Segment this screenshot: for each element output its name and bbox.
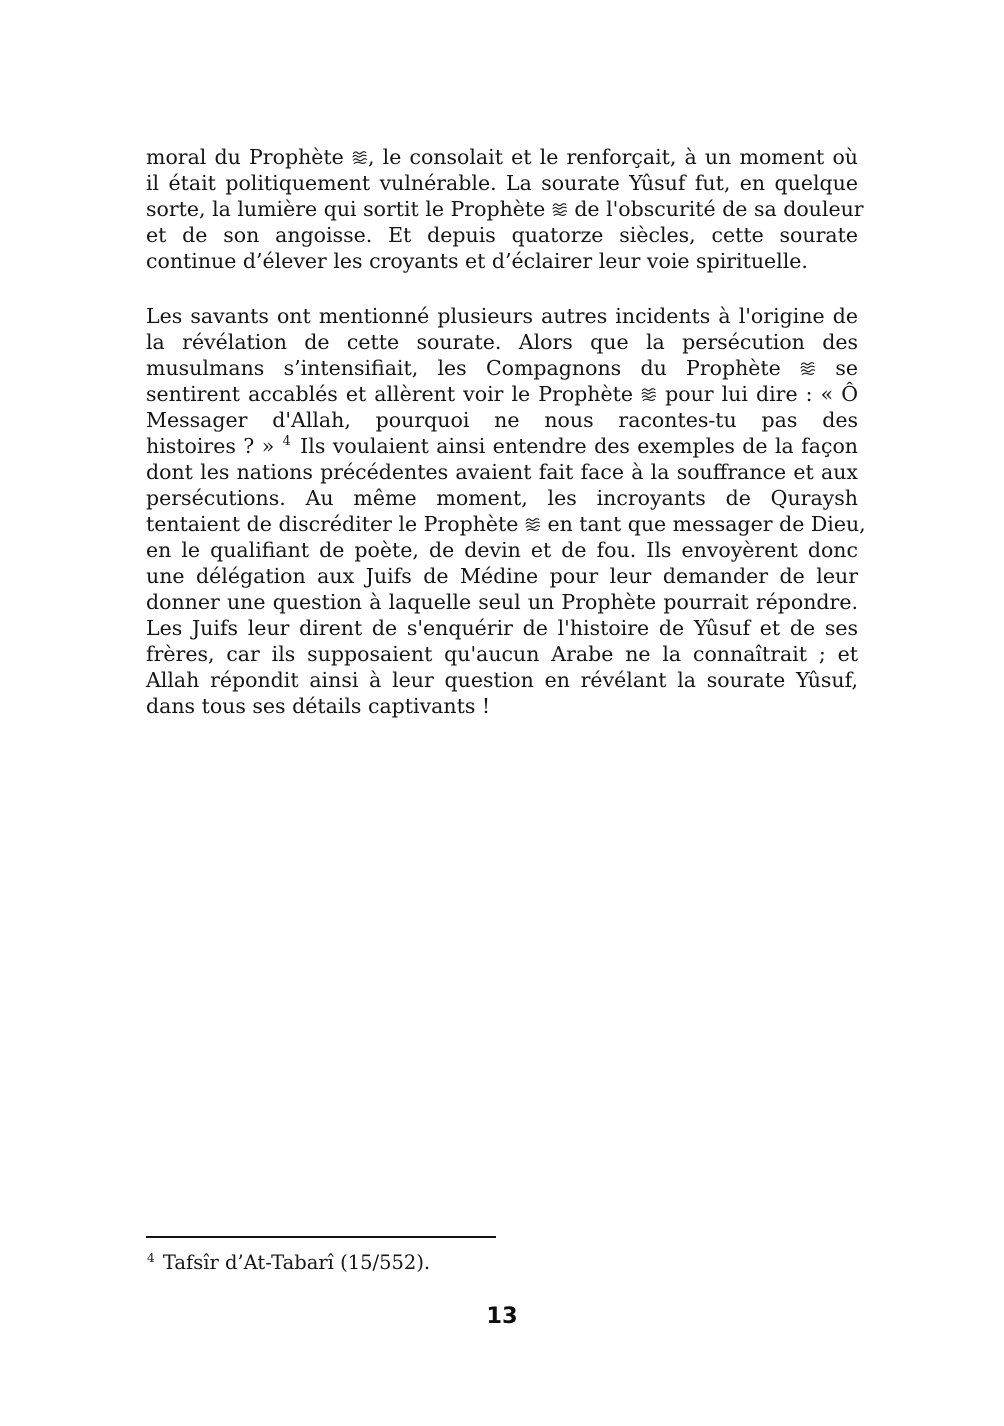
text-line: il était politiquement vulnérable. La sourate Yûsuf fut, en quelque xyxy=(146,171,858,195)
text-line: tentaient de discréditer le Prophète en tant que messager de Dieu, xyxy=(146,512,866,536)
footnote-area xyxy=(146,1236,858,1275)
text-line: Les Juifs leur dirent de s'enquérir de l'histoire de Yûsuf et de ses xyxy=(146,616,858,640)
text-line: Messager d'Allah, pourquoi ne nous racontes-tu pas des xyxy=(146,408,858,432)
paragraph-1 xyxy=(146,144,864,274)
text-line: sorte, la lumière qui sortit le Prophète de l'obscurité de sa douleur xyxy=(146,197,864,221)
text-line: et de son angoisse. Et depuis quatorze siècles, cette sourate xyxy=(146,223,858,247)
text-line: frères, car ils supposaient qu'aucun Arabe ne la connaîtrait ; et xyxy=(146,642,858,666)
page-number: 13 xyxy=(486,1303,518,1329)
footnote-ref-4: 4 xyxy=(282,433,291,449)
text-line: donner une question à laquelle seul un Prophète pourrait répondre. xyxy=(146,590,858,614)
text-line: continue d’élever les croyants et d’éclairer leur voie spirituelle. xyxy=(146,249,808,273)
saws-calligraphy-icon xyxy=(800,361,816,376)
paragraph-spacer xyxy=(146,274,858,303)
text-line: Allah répondit ainsi à leur question en révélant la sourate Yûsuf, xyxy=(146,668,858,692)
text-line: moral du Prophète , le consolait et le renforçait, à un moment où xyxy=(146,145,859,169)
saws-calligraphy-icon xyxy=(352,150,368,165)
text-line: musulmans s’intensifiait, les Compagnons du Prophète se xyxy=(146,356,858,380)
text-line: histoires ? » $^4$ Ils voulaient ainsi entendre des exemples de la façon xyxy=(146,433,859,458)
main-text-block xyxy=(146,144,866,719)
paragraph-2 xyxy=(146,303,866,719)
text-line: dans tous ses détails captivants ! xyxy=(146,694,491,718)
text-line: sentirent accablés et allèrent voir le Prophète pour lui dire : « Ô xyxy=(146,382,859,406)
footnote-divider xyxy=(146,1236,496,1238)
saws-calligraphy-icon xyxy=(641,387,657,402)
text-line: en le qualifiant de poète, de devin et de fou. Ils envoyèrent donc xyxy=(146,538,858,562)
footnote-ref-4: 4 xyxy=(147,1250,155,1265)
text-line: Les savants ont mentionné plusieurs autres incidents à l'origine de xyxy=(146,304,858,328)
text-line: dont les nations précédentes avaient fait face à la souffrance et aux xyxy=(146,460,858,484)
text-line: une délégation aux Juifs de Médine pour leur demander de leur xyxy=(146,564,858,588)
footnote-text: $^4$ Tafsîr d’At-Tabarî (15/552). xyxy=(147,1250,431,1274)
text-line: persécutions. Au même moment, les incroyants de Quraysh xyxy=(146,486,858,510)
saws-calligraphy-icon xyxy=(552,202,568,217)
text-line: la révélation de cette sourate. Alors que la persécution des xyxy=(146,330,858,354)
saws-calligraphy-icon xyxy=(525,517,541,532)
